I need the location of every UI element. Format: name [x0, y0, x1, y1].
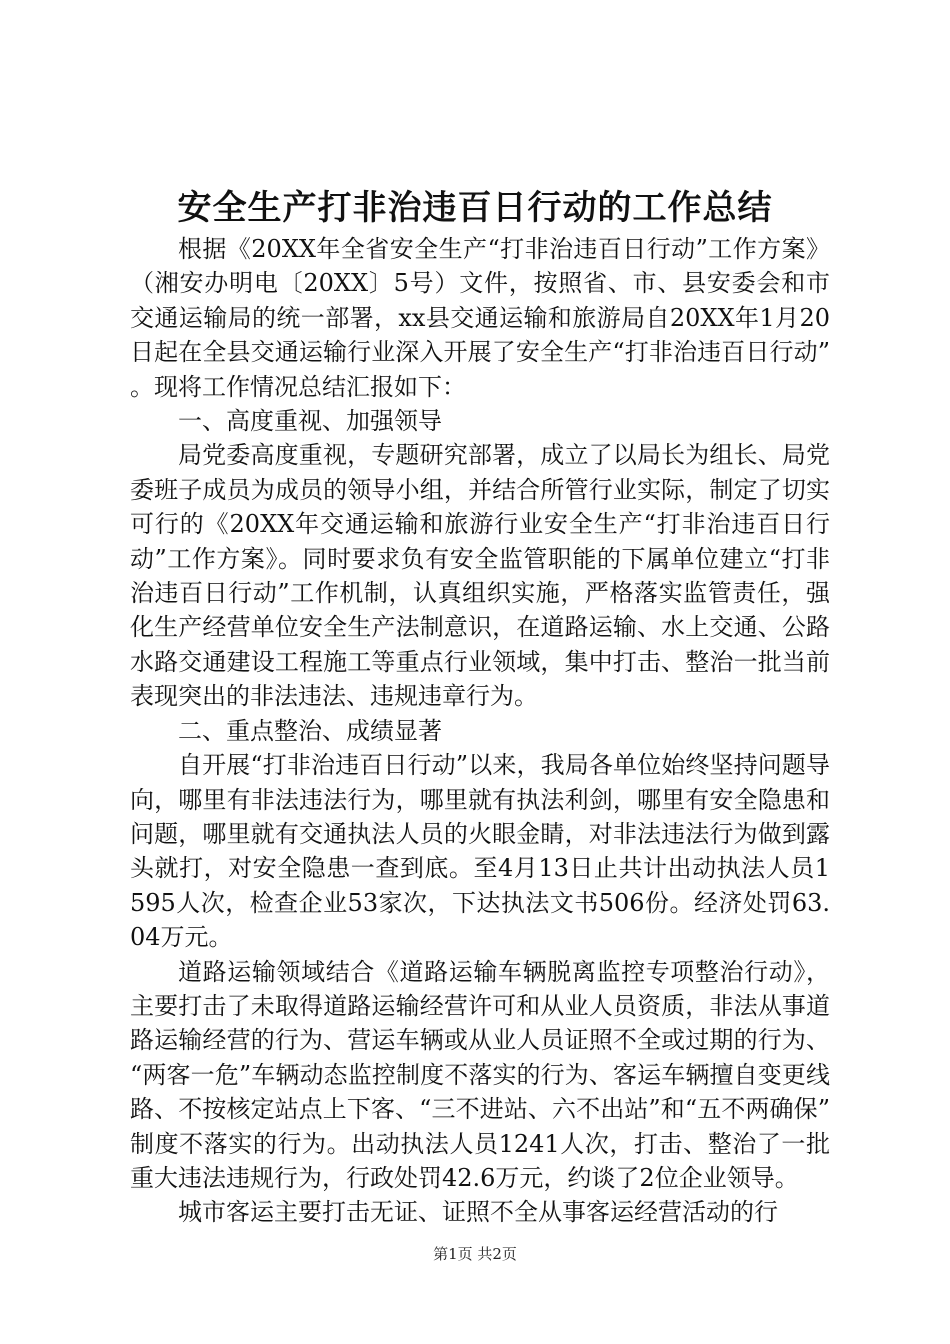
document-body: [130, 232, 830, 1230]
section-heading-1: 一、高度重视、加强领导: [178, 407, 442, 436]
section-heading-2: 二、重点整治、成绩显著: [178, 716, 442, 745]
document-title: 安全生产打非治违百日行动的工作总结: [177, 188, 773, 228]
section-2-paragraph-1: 自开展“打非治违百日行动”以来，我局各单位始终坚持问题导向，哪里有非法违法行为，哪里就有执法利剑，哪里有安全隐患和问题，哪里就有交通执法人员的火眼金睛，对非法违法行为做到露头就打，对安全隐患一查到底。至4月13日止共计出动执法人员1595人次，检查企业53家次，下达执法文书506份。经济处罚63.04万元。: [130, 751, 830, 952]
section-1-paragraph: 局党委高度重视，专题研究部署，成立了以局长为组长、局党委班子成员为成员的领导小组，并结合所管行业实际，制定了切实可行的《20XX年交通运输和旅游行业安全生产“打非治违百日行动”工作方案》。同时要求负有安全监管职能的下属单位建立“打非治违百日行动”工作机制，认真组织实施，严格落实监管责任，强化生产经营单位安全生产法制意识，在道路运输、水上交通、公路水路交通建设工程施工等重点行业领域，集中打击、整治一批当前表现突出的非法违法、违规违章行为。: [130, 441, 830, 711]
page-number-footer: 第1页 共2页: [433, 1245, 517, 1263]
intro-paragraph: 根据《20XX年全省安全生产“打非治违百日行动”工作方案》（湘安办明电〔20XX〕5号）文件，按照省、市、县安委会和市交通运输局的统一部署，xx县交通运输和旅游局自20XX年1月20日起在全县交通运输行业深入开展了安全生产“打非治违百日行动”。现将工作情况总结汇报如下：: [130, 235, 830, 401]
section-2-paragraph-3: 城市客运主要打击无证、证照不全从事客运经营活动的行: [178, 1198, 778, 1227]
section-2-paragraph-2: 道路运输领域结合《道路运输车辆脱离监控专项整治行动》，主要打击了未取得道路运输经营许可和从业人员资质，非法从事道路运输经营的行为、营运车辆或从业人员证照不全或过期的行为、“两客一危”车辆动态监控制度不落实的行为、客运车辆擅自变更线路、不按核定站点上下客、“三不进站、六不出站”和“五不两确保”制度不落实的行为。出动执法人员1241人次，打击、整治了一批重大违法违规行为，行政处罚42.6万元，约谈了2位企业领导。: [130, 957, 830, 1192]
